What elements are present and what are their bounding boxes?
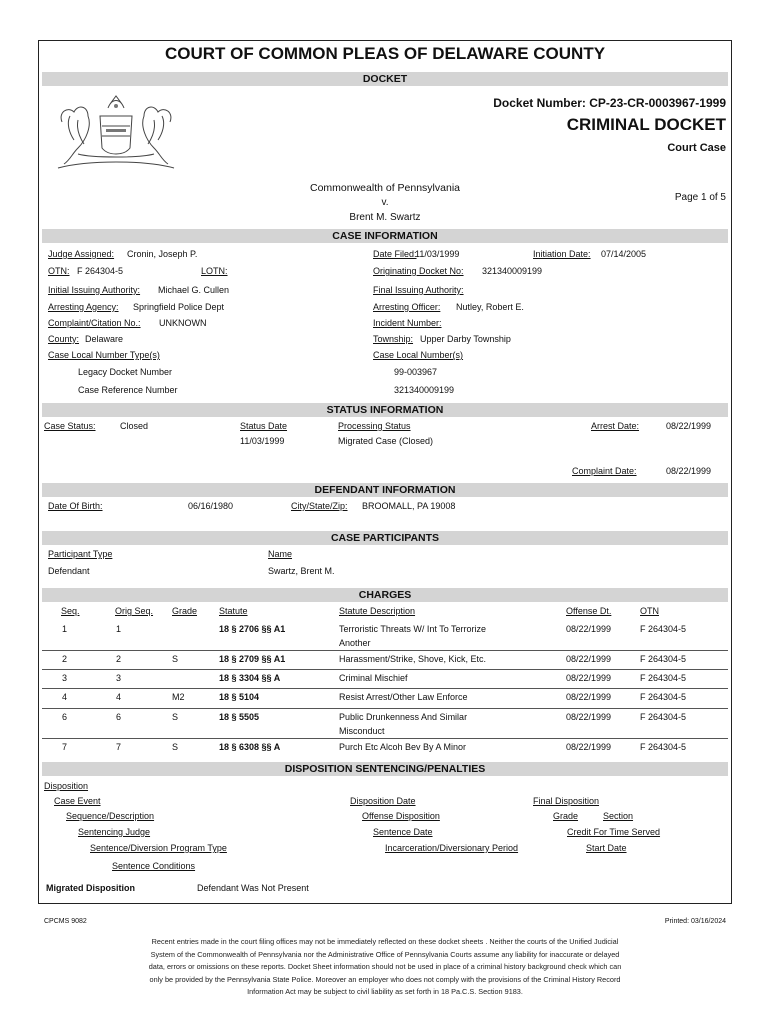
disposition-date-label: Disposition Date — [350, 796, 416, 806]
local-type-1: Legacy Docket Number — [78, 367, 173, 377]
sentence-date-label: Sentence Date — [373, 827, 433, 837]
charge-desc1-cell: Purch Etc Alcoh Bev By A Minor — [339, 742, 467, 752]
charge-seq-cell: 1 — [62, 624, 68, 634]
case-status-value: Closed — [120, 421, 149, 431]
initial-authority-value: Michael G. Cullen — [158, 285, 230, 295]
charge-grade-cell: M2 — [172, 692, 185, 702]
migrated-disposition-label: Migrated Disposition — [46, 883, 136, 893]
case-information-bar: CASE INFORMATION — [42, 229, 728, 243]
charge-offense-cell: 08/22/1999 — [566, 624, 612, 634]
program-type-label: Sentence/Diversion Program Type — [90, 843, 227, 853]
charge-row-divider — [42, 669, 728, 670]
charges-header-otn: OTN — [640, 606, 659, 616]
sequence-description-label: Sequence/Description — [66, 811, 155, 821]
city-label: City/State/Zip: — [291, 501, 348, 511]
otn-value: F 264304-5 — [77, 266, 124, 276]
arrest-date-label: Arrest Date: — [591, 421, 640, 431]
incarceration-period-label: Incarceration/Diversionary Period — [385, 843, 519, 853]
county-value: Delaware — [85, 334, 124, 344]
incident-label: Incident Number: — [373, 318, 442, 328]
charge-orig-cell: 2 — [116, 654, 122, 664]
disclaimer-line-1: Recent entries made in the court filing offices may not be immediately reflected on these docket sheets . Neither the courts of the Unified Judicial — [151, 937, 619, 946]
page-number: Page 1 of 5 — [674, 192, 726, 203]
charges-header-orig-seq: Orig Seq. — [115, 606, 154, 616]
orig-docket-value: 321340009199 — [482, 266, 543, 276]
charge-offense-cell: 08/22/1999 — [566, 742, 612, 752]
court-title: COURT OF COMMON PLEAS OF DELAWARE COUNTY — [164, 44, 606, 63]
status-information-bar: STATUS INFORMATION — [42, 403, 728, 417]
credit-time-served-label: Credit For Time Served — [567, 827, 661, 837]
county-label: County: — [48, 334, 80, 344]
start-date-label: Start Date — [586, 843, 627, 853]
sentencing-judge-label: Sentencing Judge — [78, 827, 151, 837]
sentence-conditions-label: Sentence Conditions — [112, 861, 196, 871]
charge-desc1-cell: Public Drunkenness And Similar — [339, 712, 468, 722]
charge-seq-cell: 4 — [62, 692, 68, 702]
charge-seq-cell: 2 — [62, 654, 68, 664]
charge-desc1-cell: Resist Arrest/Other Law Enforce — [339, 692, 468, 702]
participant-name-value: Swartz, Brent M. — [268, 566, 335, 576]
section-label: Section — [603, 811, 634, 821]
disclaimer-line-5: Information Act may be subject to civil liability as set forth in 18 Pa.C.S. Section 9183. — [247, 987, 523, 997]
local-type-label: Case Local Number Type(s) — [48, 350, 160, 360]
charge-statute-cell: 18 § 2706 §§ A1 — [219, 624, 286, 634]
charges-header-offense-date: Offense Dt. — [566, 606, 612, 616]
township-value: Upper Darby Township — [420, 334, 511, 344]
charge-desc2-cell: Misconduct — [339, 726, 385, 736]
charges-bar: CHARGES — [42, 588, 728, 602]
charges-header-grade: Grade — [172, 606, 198, 616]
offense-disposition-label: Offense Disposition — [362, 811, 440, 821]
charge-offense-cell: 08/22/1999 — [566, 692, 612, 702]
complaint-value: UNKNOWN — [159, 318, 207, 328]
initiation-value: 07/14/2005 — [601, 249, 647, 259]
charge-otn-cell: F 264304-5 — [640, 712, 687, 722]
disclaimer-line-3: data, errors or omissions on these reports. Docket Sheet information should not be used in place of a criminal history background check which can — [148, 962, 622, 972]
processing-status-label: Processing Status — [338, 421, 411, 431]
charge-offense-cell: 08/22/1999 — [566, 712, 612, 722]
judge-value: Cronin, Joseph P. — [127, 249, 198, 259]
participant-type-label: Participant Type — [48, 549, 113, 559]
local-number-label: Case Local Number(s) — [373, 350, 464, 360]
arrest-date-value: 08/22/1999 — [666, 421, 712, 431]
charge-offense-cell: 08/22/1999 — [566, 673, 612, 683]
disposition-bar: DISPOSITION SENTENCING/PENALTIES — [42, 762, 728, 776]
charges-header-seq: Seq. — [61, 606, 80, 616]
charge-statute-cell: 18 § 5505 — [219, 712, 260, 722]
charge-desc1-cell: Harassment/Strike, Shove, Kick, Etc. — [339, 654, 487, 664]
pennsylvania-seal-icon — [48, 94, 184, 174]
charge-otn-cell: F 264304-5 — [640, 654, 687, 664]
charge-orig-cell: 3 — [116, 673, 122, 683]
charge-desc1-cell: Criminal Mischief — [339, 673, 408, 683]
charge-row-divider — [42, 708, 728, 709]
charge-orig-cell: 7 — [116, 742, 122, 752]
case-event-label: Case Event — [54, 796, 101, 806]
arresting-officer-label: Arresting Officer: — [373, 302, 441, 312]
arresting-agency-label: Arresting Agency: — [48, 302, 119, 312]
status-date-value: 11/03/1999 — [240, 436, 285, 446]
charge-seq-cell: 6 — [62, 712, 68, 722]
complaint-label: Complaint/Citation No.: — [48, 318, 141, 328]
caption-plaintiff: Commonwealth of Pennsylvania — [310, 182, 460, 194]
charge-statute-cell: 18 § 2709 §§ A1 — [219, 654, 286, 664]
processing-status-value: Migrated Case (Closed) — [338, 436, 434, 446]
charge-statute-cell: 18 § 3304 §§ A — [219, 673, 281, 683]
charge-orig-cell: 4 — [116, 692, 122, 702]
disclaimer-line-2: System of the Commonwealth of Pennsylvania nor the Administrative Office of Pennsylvania Courts assume any liability for inaccurate or delayed — [150, 949, 620, 959]
disclaimer-line-4: only be provided by the Pennsylvania State Police. Moreover an employer who does not comply with the provisions of the Criminal History Record — [149, 974, 621, 984]
dob-label: Date Of Birth: — [48, 501, 103, 511]
disclaimer-notice — [80, 936, 690, 999]
judge-label: Judge Assigned: — [48, 249, 115, 259]
local-number-1: 99-003967 — [394, 367, 438, 377]
defendant-information-bar: DEFENDANT INFORMATION — [42, 483, 728, 497]
charges-header-description: Statute Description — [339, 606, 416, 616]
charge-row-divider — [42, 688, 728, 689]
caption-versus: v. — [381, 197, 389, 208]
charge-orig-cell: 1 — [116, 624, 122, 634]
charge-seq-cell: 7 — [62, 742, 68, 752]
final-authority-label: Final Issuing Authority: — [373, 285, 464, 295]
charge-desc1-cell: Terroristic Threats W/ Int To Terrorize — [339, 624, 487, 634]
case-status-label: Case Status: — [44, 421, 96, 431]
local-number-2: 321340009199 — [394, 385, 455, 395]
arresting-officer-value: Nutley, Robert E. — [456, 302, 524, 312]
city-value: BROOMALL, PA 19008 — [362, 501, 456, 511]
date-filed-value: 11/03/1999 — [415, 249, 460, 259]
charge-statute-cell: 18 § 6308 §§ A — [219, 742, 281, 752]
charge-grade-cell: S — [172, 742, 179, 752]
charge-otn-cell: F 264304-5 — [640, 673, 687, 683]
charge-grade-cell: S — [172, 712, 179, 722]
charge-row-divider — [42, 650, 728, 651]
court-case-label: Court Case — [667, 142, 726, 154]
lotn-label: LOTN: — [201, 266, 228, 276]
dob-value: 06/16/1980 — [188, 501, 234, 511]
arresting-agency-value: Springfield Police Dept — [133, 302, 225, 312]
complaint-date-value: 08/22/1999 — [666, 466, 712, 476]
charge-offense-cell: 08/22/1999 — [566, 654, 612, 664]
otn-label: OTN: — [48, 266, 70, 276]
criminal-docket-title: CRIMINAL DOCKET — [566, 115, 726, 134]
docket-number: Docket Number: CP-23-CR-0003967-1999 — [493, 96, 726, 110]
charge-statute-cell: 18 § 5104 — [219, 692, 260, 702]
charges-header-statute: Statute — [219, 606, 248, 616]
charge-row-divider — [42, 738, 728, 739]
orig-docket-label: Originating Docket No: — [373, 266, 464, 276]
initiation-label: Initiation Date: — [533, 249, 591, 259]
case-participants-bar: CASE PARTICIPANTS — [42, 531, 728, 545]
participant-type-value: Defendant — [48, 566, 90, 576]
charge-grade-cell: S — [172, 654, 179, 664]
caption-defendant: Brent M. Swartz — [349, 212, 421, 223]
docket-bar: DOCKET — [42, 72, 728, 86]
disposition-label: Disposition — [44, 781, 89, 791]
complaint-date-label: Complaint Date: — [572, 466, 637, 476]
township-label: Township: — [373, 334, 414, 344]
form-number: CPCMS 9082 — [44, 918, 87, 925]
charge-otn-cell: F 264304-5 — [640, 742, 687, 752]
charge-desc2-cell: Another — [339, 638, 371, 648]
charge-orig-cell: 6 — [116, 712, 122, 722]
initial-authority-label: Initial Issuing Authority: — [48, 285, 141, 295]
charge-seq-cell: 3 — [62, 673, 68, 683]
participant-name-label: Name — [268, 549, 293, 559]
local-type-2: Case Reference Number — [78, 385, 178, 395]
status-date-label: Status Date — [240, 421, 288, 431]
charge-otn-cell: F 264304-5 — [640, 624, 687, 634]
migrated-disposition-value: Defendant Was Not Present — [197, 883, 309, 893]
printed-date: Printed: 03/16/2024 — [664, 918, 726, 925]
date-filed-label: Date Filed: — [373, 249, 417, 259]
charge-otn-cell: F 264304-5 — [640, 692, 687, 702]
grade-label: Grade — [553, 811, 579, 821]
final-disposition-label: Final Disposition — [533, 796, 600, 806]
